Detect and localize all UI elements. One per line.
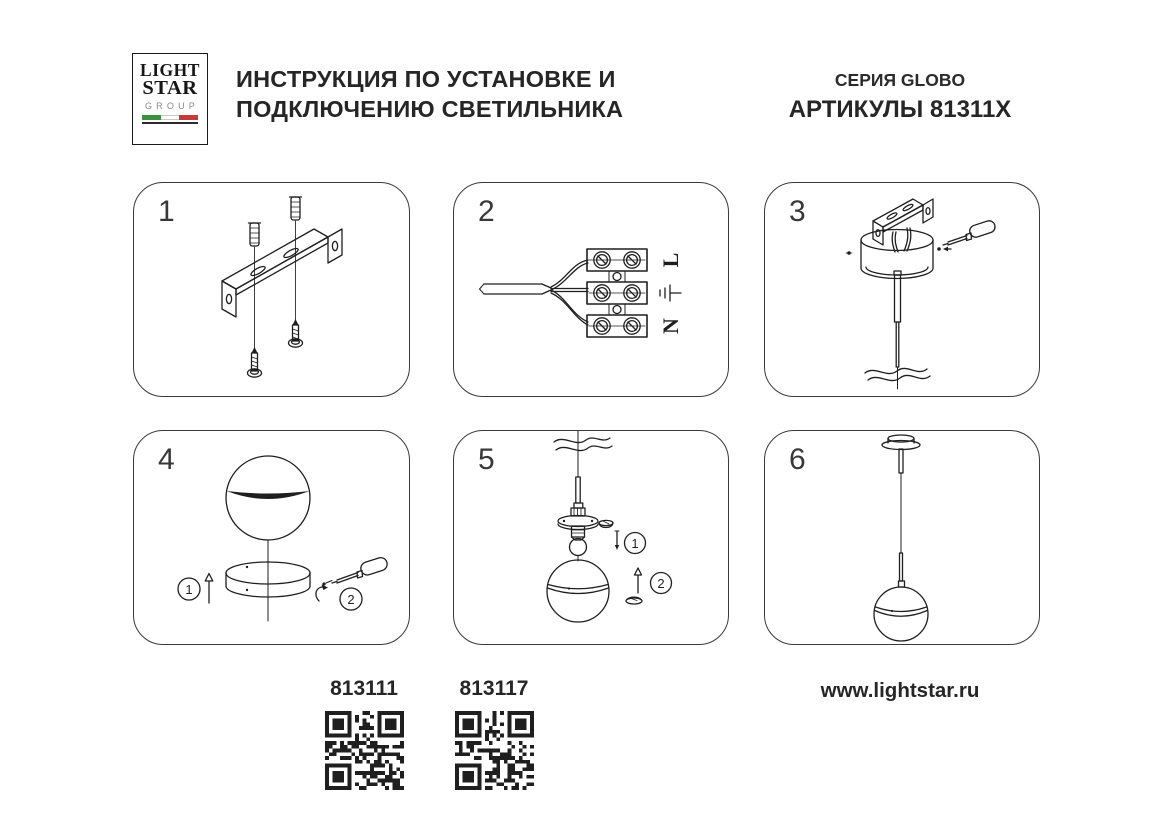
logo-underline [142,122,198,124]
articles-label: АРТИКУЛЫ 81311X [788,96,1012,123]
qr-code-1 [325,711,404,790]
website-link[interactable]: www.lightstar.ru [820,679,980,702]
svg-text:2: 2 [657,576,665,591]
callout-2 [651,573,672,594]
small-screw-icon [322,581,332,586]
side-screw-left [846,251,852,255]
power-cable [480,284,552,294]
screwdriver-icon [943,219,997,245]
step-number: 4 [158,443,175,476]
screwdriver-icon [332,556,389,583]
callout-1 [178,578,200,600]
italian-flag-stripe [142,115,198,120]
step2-wiring-drawing [454,183,730,398]
mounting-bracket [222,229,342,317]
logo-word-star: STAR [142,77,198,99]
suspension-rod [899,449,905,587]
screw-icon [248,347,262,377]
svg-text:1: 1 [185,582,193,597]
ceiling-disc [558,516,598,530]
article-code-2: 813117 [459,677,529,700]
ground-symbol [660,285,681,301]
step-2-panel [453,182,729,397]
step-4-panel [133,430,410,645]
step6-pendant-drawing [765,431,1041,646]
series-label: СЕРИЯ GLOBO [834,70,966,90]
rotate-arrow [316,585,328,602]
title-line-2: ПОДКЛЮЧЕНИЮ СВЕТИЛЬНИКА [236,96,624,122]
light-bulb [570,539,587,556]
qr-code-2 [455,711,534,790]
svg-text:2: 2 [347,592,355,607]
step-number: 3 [789,195,806,228]
article-code-1: 813111 [330,677,398,700]
step4-sphere-drawing [134,431,411,646]
callout-1 [625,533,646,554]
screw-icon [289,319,303,347]
side-screw-right [937,247,951,252]
step-3-panel [764,182,1040,397]
label-neutral-N: N [658,318,683,334]
globe-shade [547,560,609,622]
wires [892,228,911,252]
svg-text:1: 1 [631,536,639,551]
title-line-1: ИНСТРУКЦИЯ ПО УСТАНОВКЕ И [236,66,616,92]
step-6-panel [764,430,1040,645]
step-number: 5 [478,443,495,476]
step-1-panel [133,182,410,397]
up-arrow [205,574,213,604]
logo-word-group: GROUP [144,101,199,111]
break-wave-lines [554,438,612,451]
step-number: 6 [789,443,806,476]
wall-anchor-icon [290,197,302,220]
step-number: 2 [478,195,495,228]
globe-shade [226,456,310,540]
step-number: 1 [158,195,175,228]
cap-detail [599,520,613,527]
step5-assembly-drawing [454,431,730,646]
step-5-panel [453,430,729,645]
wall-anchor-icon [249,223,261,246]
terminal-block [587,249,647,337]
lightstar-logo [132,53,208,145]
globe-shade [874,587,928,641]
pin-down-arrow [615,531,619,550]
mounting-bracket [873,199,933,245]
step3-canopy-drawing [765,183,1041,398]
logo-word-light: LIGHT [140,60,200,80]
cap-detail [626,597,642,604]
step1-bracket-drawing [134,183,411,398]
suspension-rod [571,431,585,516]
callout-2 [340,588,362,610]
wires [551,260,588,325]
page-title [236,64,623,124]
label-line-L: L [658,252,683,268]
ceiling-canopy [882,435,920,450]
up-arrow [635,568,642,593]
